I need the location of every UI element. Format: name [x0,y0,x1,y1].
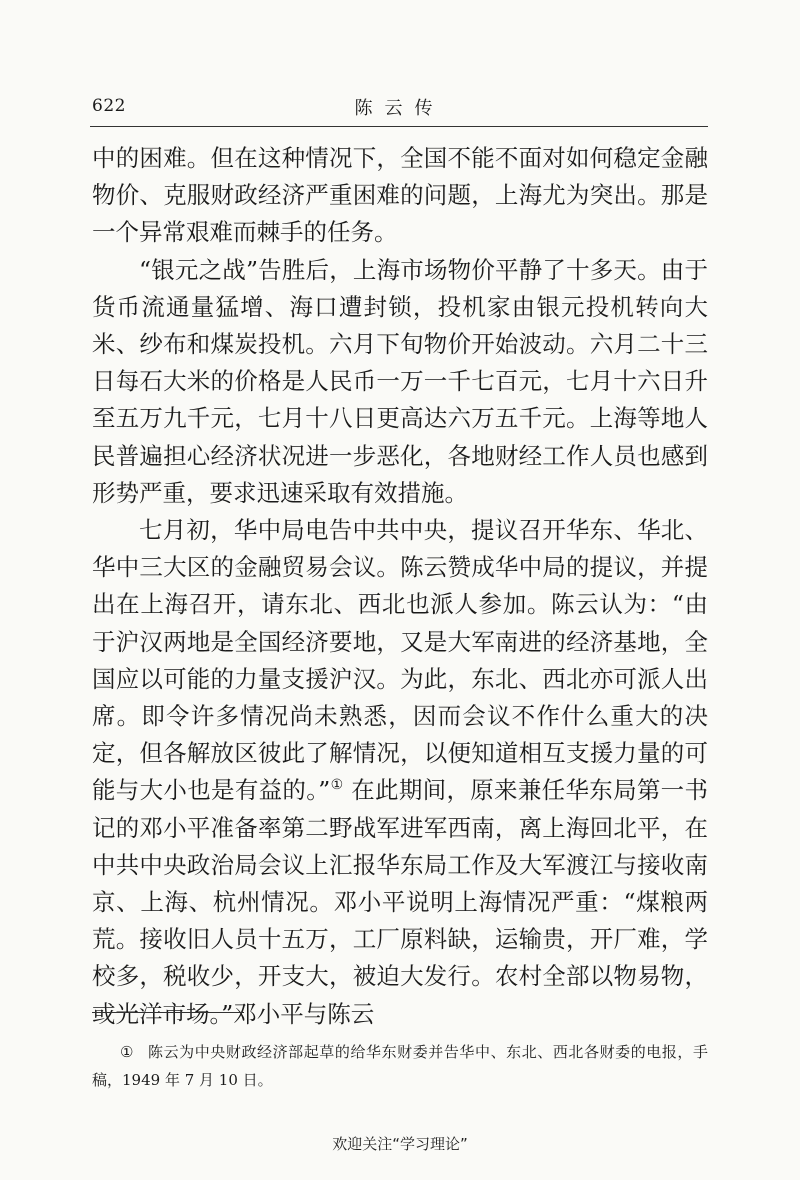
watermark-caption: 欢迎关注“学习理论” [332,1135,468,1153]
page-header [92,92,707,122]
footnote-rule [92,1012,244,1013]
paragraph-2: “银元之战”告胜后，上海市场物价平静了十多天。由于货币流通量猛增、海口遭封锁，投机家由银元投机转向大米、纱布和煤炭投机。六月下旬物价开始波动。六月二十三日每石大米的价格是人民币一万一千七百元，七月十六日升至五万九千元，七月十八日更高达六万五千元。上海等地人民普遍担心经济状况进一步恶化，各地财经工作人员也感到形势严重，要求迅速采取有效措施。 [92,255,708,507]
body-text [92,140,708,1033]
footnote-number: ① [120,1043,134,1061]
paragraph-1: 中的困难。但在这种情况下，全国不能不面对如何稳定金融物价、克服财政经济严重困难的问题，上海尤为突出。那是一个异常艰难而棘手的任务。 [92,144,708,247]
header-rule [90,126,708,127]
footnote-text: 陈云为中央财政经济部起草的给华东财委并告华中、东北、西北各财委的电报，手稿，1949 年 7 月 10 日。 [92,1043,708,1089]
paragraph-3-before-note: 七月初，华中局电告中共中央，提议召开华东、华北、华中三大区的金融贸易会议。陈云赞成华中局的提议，并提出在上海召开，请东北、西北也派人参加。陈云认为：“由于沪汉两地是全国经济要地，又是大军南进的经济基地，全国应以可能的力量支援沪汉。为此，东北、西北亦可派人出席。即令许多情况尚未熟悉，因而会议不作什么重大的决定，但各解放区彼此了解情况，以便知道相互支援力量的可能与大小也是有益的。” [92,516,708,805]
page-number: 622 [92,96,126,116]
running-title: 陈云传 [354,98,445,119]
footnote-reference-mark[interactable]: ① [330,777,344,794]
paragraph-3-after-note: 在此期间，原来兼任华东局第一书记的邓小平准备率第二野战军进军西南，离上海回北平，在中共中央政治局会议上汇报华东局工作及大军渡江与接收南京、上海、杭州情况。邓小平说明上海情况严重：“煤粮两荒。接收旧人员十五万，工厂原料缺，运输贵，开厂难，学校多，税收少，开支大，被迫大发行。农村全部以物易物，或光洋市场。”邓小平与陈云 [92,776,708,1028]
footnote [92,1038,708,1094]
paragraph-3 [92,512,708,1033]
